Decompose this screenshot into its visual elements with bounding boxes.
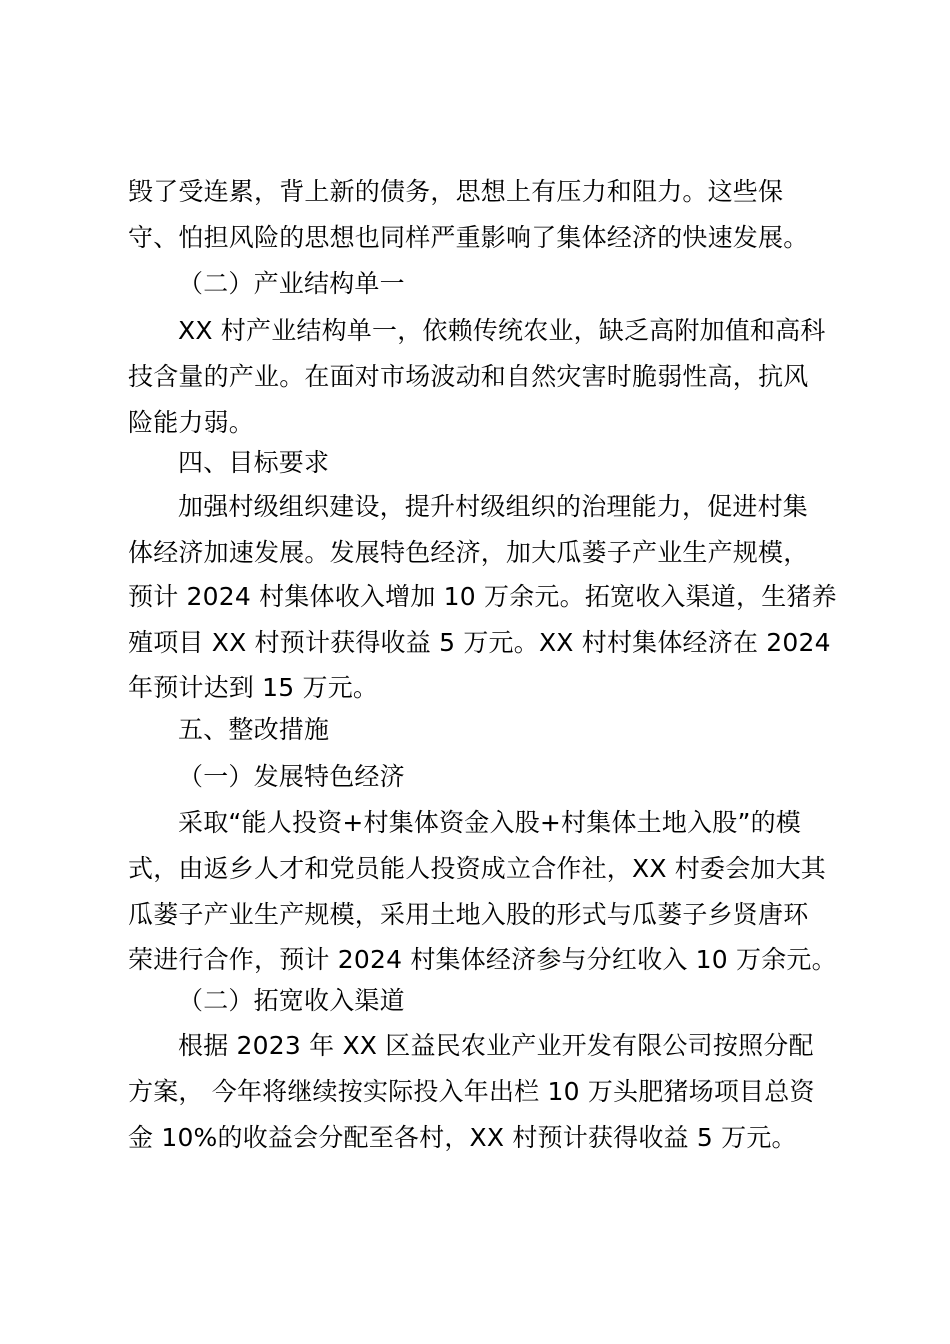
paragraph-line-2: 守、怕担风险的思想也同样严重影响了集体经济的快速发展。: [128, 223, 809, 252]
heading-goals: 四、目标要求: [178, 448, 330, 477]
heading-rectification-measures: 五、整改措施: [178, 715, 330, 744]
paragraph-line-8: 预计 2024 村集体收入增加 10 万余元。拓宽收入渠道，生猪养: [128, 582, 837, 611]
paragraph-line-12: 式，由返乡人才和党员能人投资成立合作社，XX 村委会加大其: [128, 854, 827, 883]
paragraph-line-7: 体经济加速发展。发展特色经济，加大瓜蒌子产业生产规模，: [128, 538, 809, 567]
paragraph-line-10: 年预计达到 15 万元。: [128, 673, 379, 702]
paragraph-line-9: 殖项目 XX 村预计获得收益 5 万元。XX 村村集体经济在 2024: [128, 628, 831, 657]
paragraph-line-3: XX 村产业结构单一，依赖传统农业，缺乏高附加值和高科: [178, 316, 826, 345]
paragraph-line-17: 金 10%的收益会分配至各村，XX 村预计获得收益 5 万元。: [128, 1123, 797, 1152]
paragraph-line-1: 毁了受连累，背上新的债务，思想上有压力和阻力。这些保: [128, 177, 784, 206]
subheading-income-channels: （二）拓宽收入渠道: [178, 986, 405, 1015]
paragraph-line-6: 加强村级组织建设，提升村级组织的治理能力，促进村集: [178, 492, 809, 521]
paragraph-line-4: 技含量的产业。在面对市场波动和自然灾害时脆弱性高，抗风: [128, 362, 809, 391]
paragraph-line-16: 方案， 今年将继续按实际投入年出栏 10 万头肥猪场项目总资: [128, 1077, 815, 1106]
paragraph-line-15: 根据 2023 年 XX 区益民农业产业开发有限公司按照分配: [178, 1031, 814, 1060]
subheading-characteristic-economy: （一）发展特色经济: [178, 762, 405, 791]
subheading-industry-structure: （二）产业结构单一: [178, 269, 405, 298]
paragraph-line-14: 荣进行合作，预计 2024 村集体经济参与分红收入 10 万余元。: [128, 945, 837, 974]
paragraph-line-11: 采取“能人投资+村集体资金入股+村集体土地入股”的模: [178, 808, 801, 837]
paragraph-line-13: 瓜蒌子产业生产规模，采用土地入股的形式与瓜蒌子乡贤唐环: [128, 900, 809, 929]
paragraph-line-5: 险能力弱。: [128, 408, 255, 437]
